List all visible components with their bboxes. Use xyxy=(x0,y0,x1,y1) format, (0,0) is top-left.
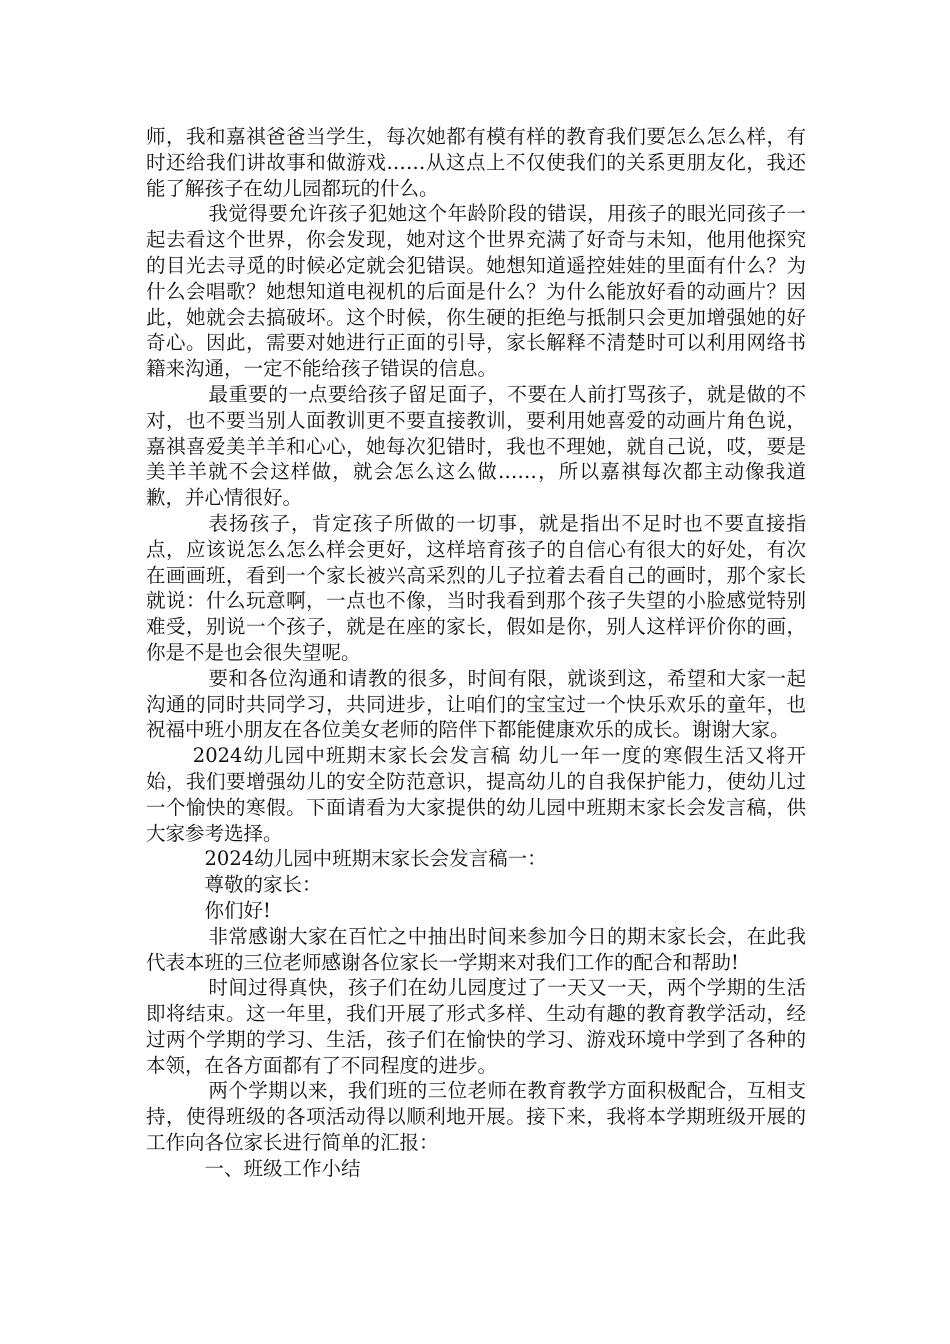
paragraph-allow-mistakes: 我觉得要允许孩子犯她这个年龄阶段的错误，用孩子的眼光同孩子一起去看这个世界，你会发现，她对这个世界充满了好奇与未知，他用他探究的目光去寻觅的时候必定就会犯错误。她想知道遥控娃娃的里面有什么？为什么会唱歌？她想知道电视机的后面是什么？为什么能放好看的动画片？因此，她就会去搞破坏。这个时候，你生硬的拒绝与抵制只会更加增强她的好奇心。因此，需要对她进行正面的引导，家长解释不清楚时可以利用网络书籍来沟通，一定不能给孩子错误的信息。 xyxy=(146,202,806,381)
paragraph-closing: 要和各位沟通和请教的很多，时间有限，就谈到这，希望和大家一起沟通的同时共同学习，共同进步，让咱们的宝宝过一个快乐欢乐的童年，也祝福中班小朋友在各位美女老师的陪伴下都能健康欢乐的成长。谢谢大家。 xyxy=(146,666,806,742)
salutation: 尊敬的家长： xyxy=(204,873,322,897)
section-heading: 一、班级工作小结 xyxy=(204,1156,361,1180)
speech-title: 2024幼儿园中班期末家长会发言稿一： xyxy=(204,847,547,871)
paragraph-praise: 表扬孩子，肯定孩子所做的一切事，就是指出不足时也不要直接指点，应该说怎么怎么样会更好，这样培育孩子的自信心有很大的好处，有次在画画班，看到一个家长被兴高采烈的儿子拉着去看自己的画时，那个家长就说：什么玩意啊，一点也不像，当时我看到那个孩子失望的小脸感觉特别难受，别说一个孩子，就是在座的家长，假如是你，别人这样评价你的画，你是不是也会很失望呢。 xyxy=(146,511,806,664)
greeting: 你们好! xyxy=(204,898,271,922)
paragraph-thanks: 非常感谢大家在百忙之中抽出时间来参加今日的期末家长会，在此我代表本班的三位老师感谢各位家长一学期来对我们工作的配合和帮助! xyxy=(146,924,806,974)
document-page xyxy=(146,124,806,1182)
paragraph-intro: 2024幼儿园中班期末家长会发言稿 幼儿一年一度的寒假生活又将开始，我们要增强幼儿的安全防范意识，提高幼儿的自我保护能力，使幼儿过一个愉快的寒假。下面请看为大家提供的幼儿园中班期末家长会发言稿，供大家参考选择。 xyxy=(146,744,806,845)
paragraph-continuation: 师，我和嘉祺爸爸当学生，每次她都有模有样的教育我们要怎么怎么样，有时还给我们讲故事和做游戏……从这点上不仅使我们的关系更朋友化，我还能了解孩子在幼儿园都玩的什么。 xyxy=(146,125,806,200)
paragraph-time-flies: 时间过得真快，孩子们在幼儿园度过了一天又一天，两个学期的生活即将结束。这一年里，我们开展了形式多样、生动有趣的教育教学活动，经过两个学期的学习、生活，孩子们在愉快的学习、游戏环境中学到了各种的本领，在各方面都有了不同程度的进步。 xyxy=(146,976,806,1077)
paragraph-teachers: 两个学期以来，我们班的三位老师在教育教学方面积极配合，互相支持，使得班级的各项活动得以顺利地开展。接下来，我将本学期班级开展的工作向各位家长进行简单的汇报： xyxy=(146,1079,806,1155)
paragraph-save-face: 最重要的一点要给孩子留足面子，不要在人前打骂孩子，就是做的不对，也不要当别人面教训更不要直接教训，要利用她喜爱的动画片角色说，嘉祺喜爱美羊羊和心心，她每次犯错时，我也不理她，就自己说，哎，要是美羊羊就不会这样做，就会怎么这么做……，所以嘉祺每次都主动像我道歉，并心情很好。 xyxy=(146,382,806,510)
